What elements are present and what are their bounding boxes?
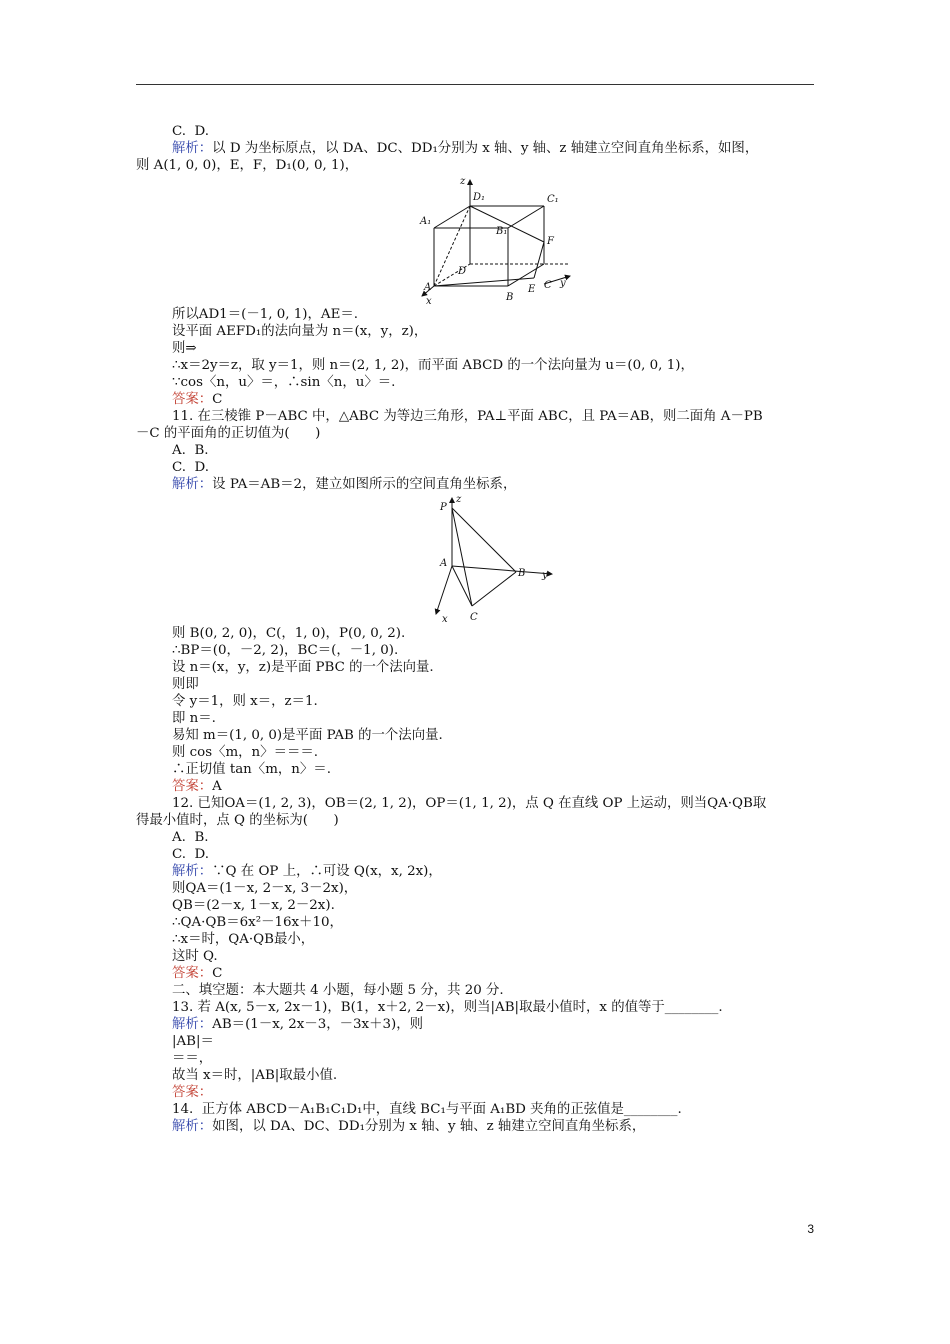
solution-text: ∵Q 在 OP 上，∴可设 Q(x，x, 2x)， [212,864,442,879]
label-B: B [506,292,514,303]
text-line: ∴BP＝(0，－2, 2)，BC＝(，－1, 0). [172,643,399,658]
label-D1: D₁ [473,192,486,203]
label-E: E [528,284,536,295]
label-y: y [542,570,548,581]
answer-label: 答案： [172,779,213,794]
label-P: P [440,502,447,513]
label-C: C [470,612,478,623]
question-line: 13. 若 A(x, 5－x, 2x－1)，B(1，x＋2, 2－x)，则当|AB|取最小值时，x 的值等于________. [172,1000,723,1015]
solution-text: 设 PA＝AB＝2，建立如图所示的空间直角坐标系， [212,477,517,492]
answer-line [172,1084,212,1101]
text-line: ∴x＝2y＝z，取 y＝1，则 n＝(2, 1, 2)，而平面 ABCD 的一个法向量为 u＝(0, 0, 1)， [172,358,694,373]
text-line: 则 cos〈m，n〉＝＝＝. [172,745,319,760]
page-number: 3 [807,1222,814,1236]
section-heading: 二、填空题：本大题共 4 小题，每小题 5 分，共 20 分. [172,983,504,998]
text-line: 易知 m＝(1, 0, 0)是平面 PAB 的一个法向量. [172,728,443,743]
option-line: C. D. [172,460,210,475]
solution-label: 解析： [172,1119,213,1134]
text-line: ∴x＝时，QA·QB最小， [172,932,315,947]
label-x: x [442,614,448,625]
text-line: 则 B(0, 2, 0)，C(，1, 0)，P(0, 0, 2). [172,626,406,641]
label-A: A [424,282,432,293]
text-line: 设 n＝(x，y，z)是平面 PBC 的一个法向量. [172,660,434,675]
label-A1: A₁ [420,216,432,227]
solution-text: 如图，以 DA、DC、DD₁分别为 x 轴、y 轴、z 轴建立空间直角坐标系， [212,1119,646,1134]
label-C: C [544,280,552,291]
text-line: 令 y＝1，则 x＝，z＝1. [172,694,318,709]
answer-line [172,965,222,982]
option-line: C. D. [172,124,210,139]
answer-value: C [212,966,223,981]
label-z: z [460,176,466,187]
answer-value: C [212,392,223,407]
text-line: 所以AD1＝(－1, 0, 1)，AE＝. [172,307,359,322]
text-line: ∴QA·QB＝6x²－16x＋10， [172,915,343,930]
answer-label: 答案： [172,966,213,981]
question-line: －C 的平面角的正切值为( ) [136,426,321,441]
answer-line [172,778,222,795]
answer-label: 答案： [172,392,213,407]
question-line: 14. 正方体 ABCD－A₁B₁C₁D₁中，直线 BC₁与平面 A₁BD 夹角的正弦值是________. [172,1102,682,1117]
label-B1: B₁ [496,226,508,237]
text-line: 则即 [172,677,199,692]
answer-line [172,391,222,408]
text-line: 故当 x＝时，|AB|取最小值. [172,1068,338,1083]
text-line: 则QA＝(1－x, 2－x, 3－2x)， [172,881,358,896]
solution-line [172,1118,645,1135]
text-line: 这时 Q. [172,949,218,964]
option-line: A. B. [172,830,209,845]
text-line: 则 A(1, 0, 0)，E，F，D₁(0, 0, 1)， [136,158,359,173]
solution-line [172,863,442,880]
solution-line [172,140,758,157]
label-C1: C₁ [547,194,559,205]
label-A: A [440,558,448,569]
solution-label: 解析： [172,1017,213,1032]
label-D: D [458,266,467,277]
cube-figure [410,172,580,308]
solution-line [172,1016,423,1033]
label-z: z [456,494,462,505]
label-F: F [547,236,554,247]
answer-value: A [212,779,222,794]
question-line: 11. 在三棱锥 P－ABC 中，△ABC 为等边三角形，PA⊥平面 ABC，且 PA＝AB，则二面角 A－PB [172,409,763,424]
text-line: ＝＝， [172,1051,213,1066]
label-x: x [426,296,432,307]
label-B: B [518,568,526,579]
text-line: 则⇒ [172,341,197,356]
option-line: A. B. [172,443,209,458]
solution-line [172,476,516,493]
question-line: 12. 已知OA＝(1, 2, 3)，OB＝(2, 1, 2)，OP＝(1, 1, 2)，点 Q 在直线 OP 上运动，则当QA·QB取 [172,796,767,811]
solution-label: 解析： [172,141,213,156]
solution-label: 解析： [172,864,213,879]
solution-text: AB＝(1－x, 2x－3，－3x＋3)，则 [212,1017,424,1032]
label-y: y [560,278,566,289]
text-line: ∵cos〈n，u〉＝，∴sin〈n，u〉＝. [172,375,396,390]
solution-text: 以 D 为坐标原点，以 DA、DC、DD₁分别为 x 轴、y 轴、z 轴建立空间直角坐标系，如图， [212,141,759,156]
answer-label: 答案： [172,1085,213,1100]
solution-label: 解析： [172,477,213,492]
tetrahedron-figure [430,494,560,626]
question-line: 得最小值时，点 Q 的坐标为( ) [136,813,339,828]
text-line: |AB|＝ [172,1034,214,1049]
text-line: 设平面 AEFD₁的法向量为 n＝(x，y，z)， [172,324,428,339]
text-line: QB＝(2－x, 1－x, 2－2x). [172,898,335,913]
text-line: ∴正切值 tan〈m，n〉＝. [172,762,331,777]
option-line: C. D. [172,847,210,862]
text-line: 即 n＝. [172,711,216,726]
header-rule [136,84,814,85]
